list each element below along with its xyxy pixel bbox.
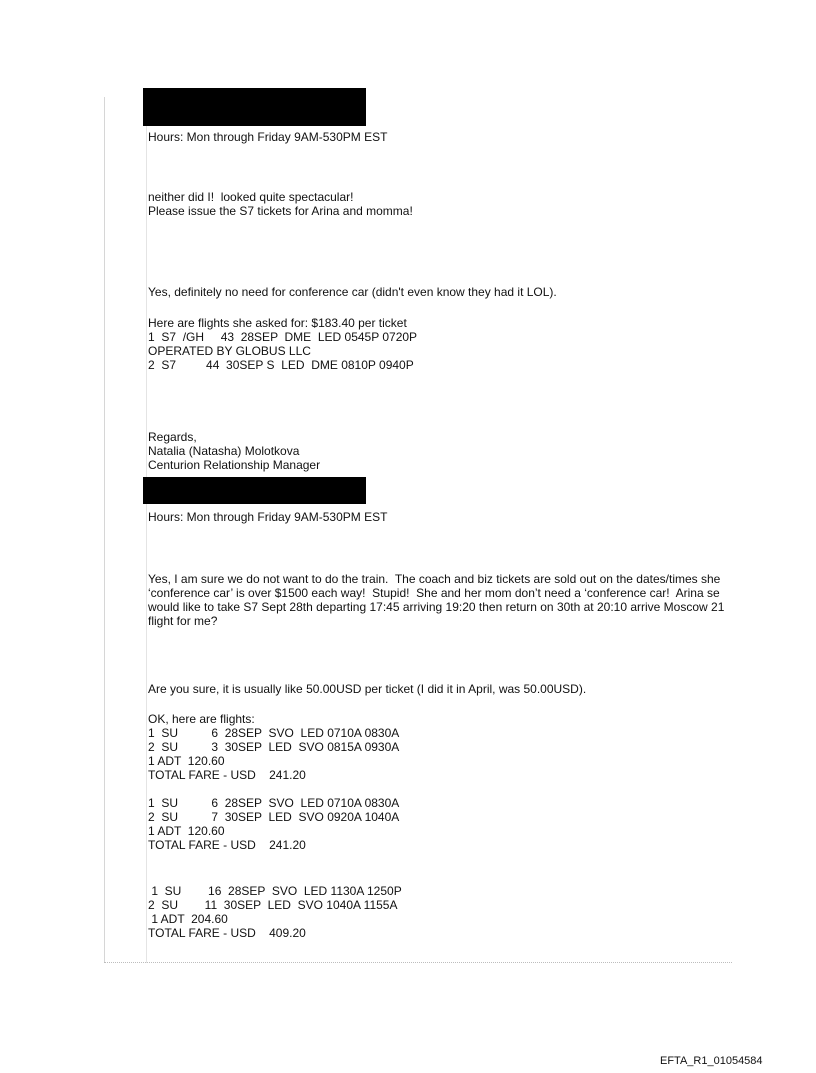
message-line: Are you sure, it is usually like 50.00USD per ticket (I did it in April, was 50.00USD). (148, 682, 587, 696)
itinerary-line: 1 SU 6 28SEP SVO LED 0710A 0830A (148, 726, 400, 740)
redaction-bar-top (143, 88, 366, 126)
message-line: ‘conference car’ is over $1500 each way! Stupid! She and her mom don’t need a ‘conference car! Arina se (148, 586, 720, 600)
message-line: Here are flights she asked for: $183.40 per ticket (148, 316, 407, 330)
itinerary-line: OPERATED BY GLOBUS LLC (148, 344, 311, 358)
redaction-bar-bottom (143, 477, 366, 504)
itinerary-line: 1 SU 16 28SEP SVO LED 1130A 1250P (148, 884, 402, 898)
message-line: would like to take S7 Sept 28th departing 17:45 arriving 19:20 then return on 30th at 20:10 arrive Moscow 21 (148, 600, 725, 614)
itinerary-line: 2 SU 7 30SEP LED SVO 0920A 1040A (148, 810, 400, 824)
document-id-footer: EFTA_R1_01054584 (660, 1055, 763, 1067)
itinerary-line: 1 SU 6 28SEP SVO LED 0710A 0830A (148, 796, 400, 810)
fare-total-line: TOTAL FARE - USD 241.20 (148, 838, 306, 852)
quote-rule (146, 97, 147, 963)
itinerary-line: 2 S7 44 30SEP S LED DME 0810P 0940P (148, 358, 414, 372)
itinerary-line: 2 SU 11 30SEP LED SVO 1040A 1155A (148, 898, 398, 912)
message-line: Please issue the S7 tickets for Arina and momma! (148, 204, 413, 218)
message-line: flight for me? (148, 614, 218, 628)
message-line: OK, here are flights: (148, 712, 255, 726)
message-line: Yes, I am sure we do not want to do the train. The coach and biz tickets are sold out on the dates/times she (148, 572, 721, 586)
itinerary-line: 2 SU 3 30SEP LED SVO 0815A 0930A (148, 740, 400, 754)
fare-total-line: TOTAL FARE - USD 409.20 (148, 926, 306, 940)
bottom-dotted-rule (104, 962, 732, 963)
signature-line: Natalia (Natasha) Molotkova (148, 444, 300, 458)
itinerary-line: 1 S7 /GH 43 28SEP DME LED 0545P 0720P (148, 330, 418, 344)
signature-line: Regards, (148, 430, 197, 444)
left-margin-rule (104, 97, 105, 963)
fare-line: 1 ADT 204.60 (148, 912, 228, 926)
hours-line-1: Hours: Mon through Friday 9AM-530PM EST (148, 130, 388, 144)
message-line: neither did I! looked quite spectacular! (148, 190, 354, 204)
signature-line: Centurion Relationship Manager (148, 458, 321, 472)
fare-total-line: TOTAL FARE - USD 241.20 (148, 768, 306, 782)
message-line: Yes, definitely no need for conference car (didn't even know they had it LOL). (148, 285, 557, 299)
hours-line-2: Hours: Mon through Friday 9AM-530PM EST (148, 510, 388, 524)
fare-line: 1 ADT 120.60 (148, 754, 225, 768)
fare-line: 1 ADT 120.60 (148, 824, 225, 838)
